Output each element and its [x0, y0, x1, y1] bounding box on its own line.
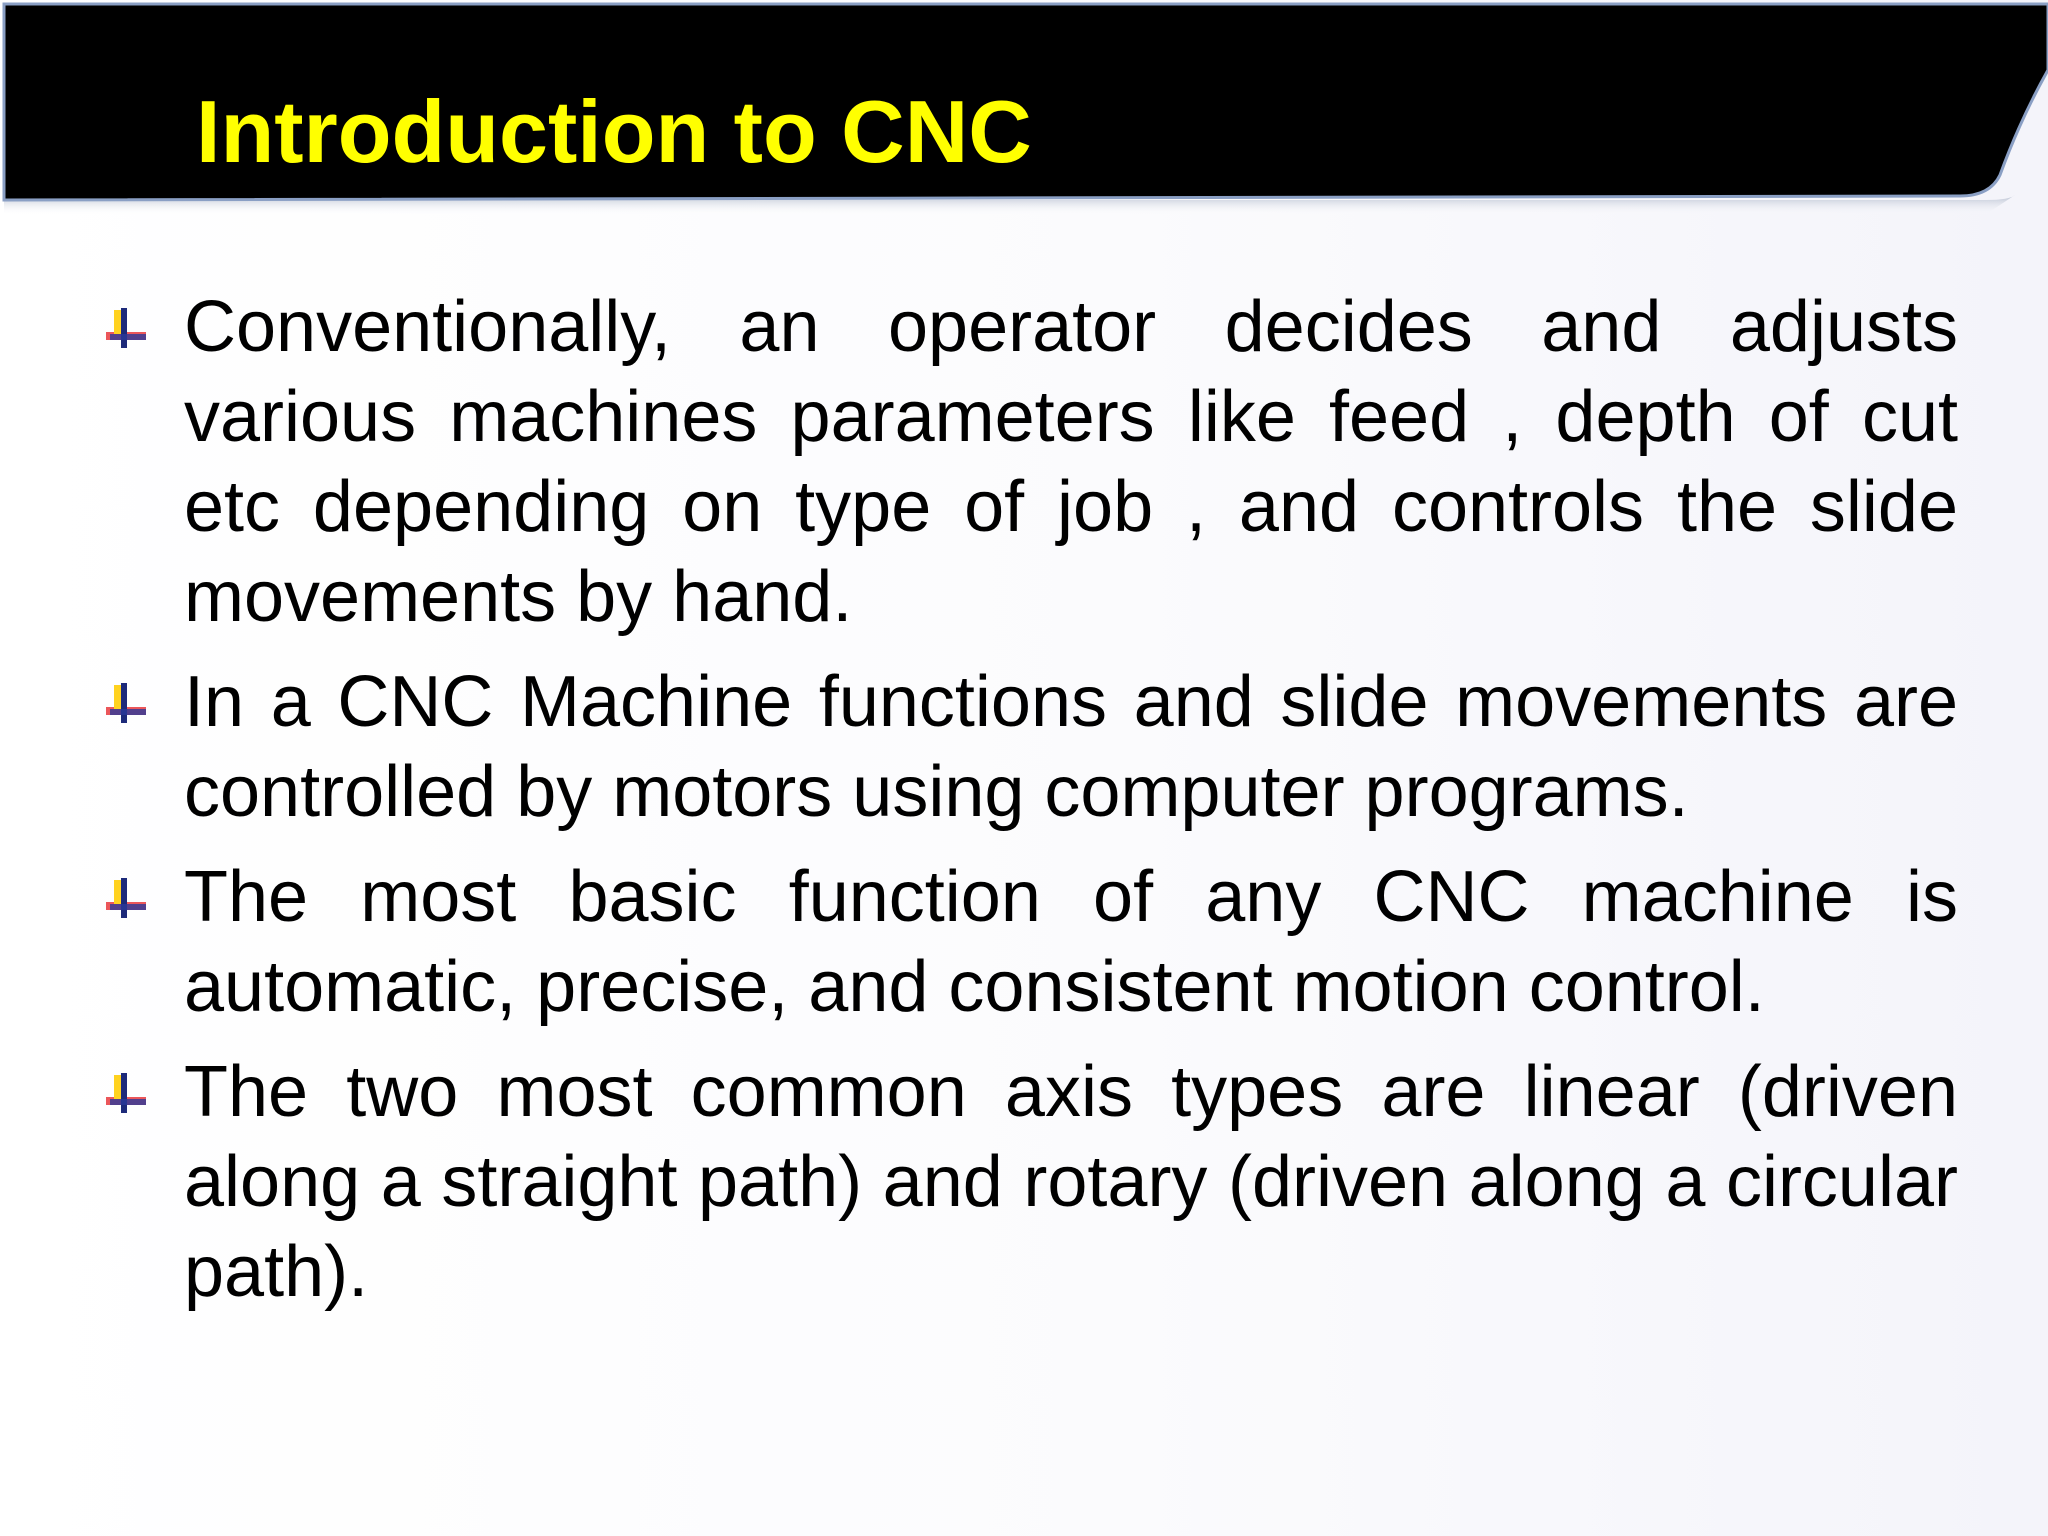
bullet-text: The two most common axis types are linear (driven along a straight path) and rotary (driven along a circular path). — [184, 1052, 1958, 1312]
arrow-down-bullet-icon — [104, 876, 150, 922]
bullet-item — [184, 1047, 1958, 1317]
arrow-down-bullet-icon — [104, 1071, 150, 1117]
arrow-down-bullet-icon — [104, 681, 150, 727]
bullet-item — [184, 852, 1958, 1032]
bullet-text: The most basic function of any CNC machine is automatic, precise, and consistent motion control. — [184, 857, 1958, 1027]
bullet-text: In a CNC Machine functions and slide movements are controlled by motors using computer programs. — [184, 662, 1958, 832]
slide-title: Introduction to CNC — [196, 82, 1032, 181]
bullet-item — [184, 282, 1958, 642]
arrow-down-bullet-icon — [104, 306, 150, 352]
bullet-item — [184, 657, 1958, 837]
bullet-text: Conventionally, an operator decides and adjusts various machines parameters like feed , depth of cut etc depending on type of job , and controls the slide movements by hand. — [184, 287, 1958, 637]
bullet-list — [184, 282, 1958, 1332]
